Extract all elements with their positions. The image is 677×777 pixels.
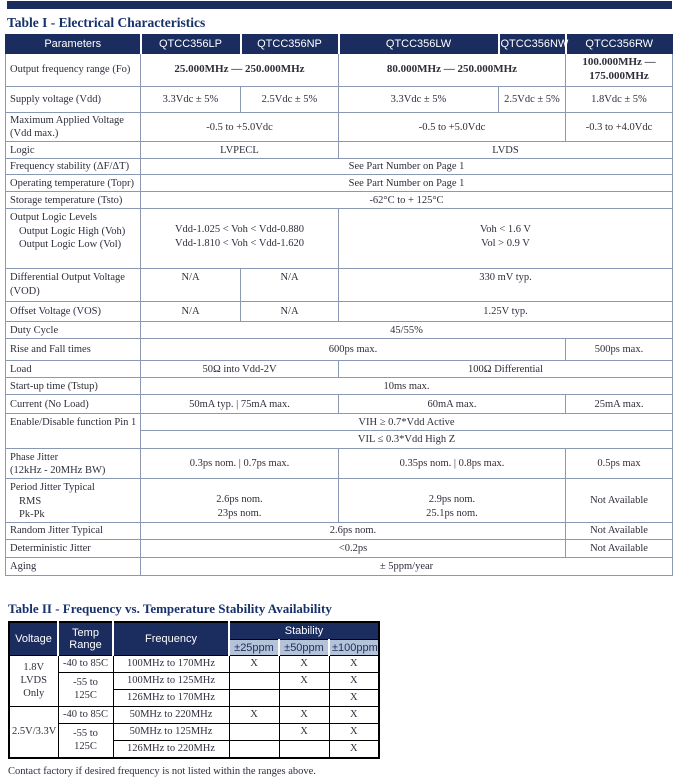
frequency-cell: 50MHz to 125MHz bbox=[113, 724, 229, 741]
stability-50ppm-cell: X bbox=[279, 707, 329, 724]
value-line: 2.9ps nom. bbox=[428, 494, 476, 506]
param-line: Period Jitter Typical bbox=[10, 482, 95, 494]
param-label: Supply voltage (Vdd) bbox=[6, 87, 141, 113]
value-cell: 0.5ps max bbox=[566, 449, 673, 479]
param-line: (12kHz - 20MHz BW) bbox=[10, 464, 106, 476]
stability-100ppm-cell: X bbox=[329, 690, 379, 707]
value-cell: 330 mV typ. bbox=[339, 269, 673, 302]
row-phase-jitter bbox=[6, 449, 673, 479]
value-cell bbox=[141, 479, 339, 522]
temp-cell: -40 to 85C bbox=[58, 656, 113, 673]
col-header-25ppm: ±25ppm bbox=[229, 640, 279, 656]
temp-cell: -55 to 125C bbox=[58, 673, 113, 707]
stability-100ppm-cell: X bbox=[329, 656, 379, 673]
param-label bbox=[6, 449, 141, 479]
row-offset-voltage bbox=[6, 302, 673, 322]
row-duty-cycle bbox=[6, 322, 673, 339]
value-cell: 25.000MHz — 250.000MHz bbox=[141, 54, 339, 87]
voltage-cell: 2.5V/3.3V bbox=[9, 707, 58, 758]
value-line: 2.6ps nom. bbox=[216, 494, 263, 506]
frequency-cell: 126MHz to 170MHz bbox=[113, 690, 229, 707]
value-cell: <0.2ps bbox=[141, 539, 566, 557]
table2-frequency-vs-temperature-stability bbox=[8, 621, 380, 759]
value-cell: -0.5 to +5.0Vdc bbox=[141, 113, 339, 142]
param-label: Deterministic Jitter bbox=[6, 539, 141, 557]
value-cell: 2.5Vdc ± 5% bbox=[241, 87, 339, 113]
value-cell: N/A bbox=[141, 269, 241, 302]
value-cell: 100Ω Differential bbox=[339, 361, 673, 378]
col-header-qtcc356nw: QTCC356NW bbox=[499, 35, 566, 54]
row-output-frequency-range bbox=[6, 54, 673, 87]
param-line: Output Logic High (Voh) bbox=[19, 225, 126, 237]
value-line: Voh < 1.6 V bbox=[479, 224, 532, 236]
param-line: Output Logic Low (Vol) bbox=[19, 238, 122, 250]
param-label: Offset Voltage (VOS) bbox=[6, 302, 141, 322]
param-label: Differential Output Voltage (VOD) bbox=[6, 269, 141, 302]
stability-50ppm-cell bbox=[279, 741, 329, 758]
value-cell: 500ps max. bbox=[566, 339, 673, 361]
row-output-logic-levels bbox=[6, 209, 673, 269]
row-logic bbox=[6, 142, 673, 159]
stability-50ppm-cell bbox=[279, 690, 329, 707]
row-rise-and-fall-times bbox=[6, 339, 673, 361]
stability-100ppm-cell: X bbox=[329, 741, 379, 758]
value-cell: Not Available bbox=[566, 539, 673, 557]
stability-25ppm-cell bbox=[229, 673, 279, 690]
page-top-rule bbox=[7, 1, 672, 9]
table1-title: Table I - Electrical Characteristics bbox=[7, 15, 206, 30]
stability-100ppm-cell: X bbox=[329, 724, 379, 741]
value-cell bbox=[339, 209, 673, 269]
value-cell bbox=[339, 479, 566, 522]
row-enable-disable-vih bbox=[6, 414, 673, 431]
table2-header-row-1 bbox=[9, 622, 379, 640]
value-cell: See Part Number on Page 1 bbox=[141, 175, 673, 192]
value-cell: VIH ≥ 0.7*Vdd Active bbox=[141, 414, 673, 431]
value-cell: 0.3ps nom. | 0.7ps max. bbox=[141, 449, 339, 479]
row-aging bbox=[6, 557, 673, 575]
table2-title: Table II - Frequency vs. Temperature Stability Availability bbox=[8, 600, 332, 616]
stability-25ppm-cell bbox=[229, 690, 279, 707]
value-cell: LVDS bbox=[339, 142, 673, 159]
param-label: Output frequency range (Fo) bbox=[6, 54, 141, 87]
value-cell: 0.35ps nom. | 0.8ps max. bbox=[339, 449, 566, 479]
param-line: Phase Jitter bbox=[10, 451, 59, 463]
param-label: Load bbox=[6, 361, 141, 378]
row-operating-temperature bbox=[6, 175, 673, 192]
table1-electrical-characteristics bbox=[5, 34, 673, 576]
value-cell bbox=[141, 209, 339, 269]
value-cell: 10ms max. bbox=[141, 378, 673, 395]
row-startup-time bbox=[6, 378, 673, 395]
value-cell: 25mA max. bbox=[566, 395, 673, 414]
stability-100ppm-cell: X bbox=[329, 707, 379, 724]
value-cell: 100.000MHz — 175.000MHz bbox=[566, 54, 673, 87]
value-cell: 60mA max. bbox=[339, 395, 566, 414]
value-line: 25.1ps nom. bbox=[426, 507, 478, 519]
table2-row bbox=[9, 656, 379, 673]
value-cell: -62°C to + 125°C bbox=[141, 192, 673, 209]
value-cell: 1.25V typ. bbox=[339, 302, 673, 322]
row-deterministic-jitter bbox=[6, 539, 673, 557]
param-label: Rise and Fall times bbox=[6, 339, 141, 361]
col-header-stability: Stability bbox=[229, 622, 379, 640]
value-cell: ± 5ppm/year bbox=[141, 557, 673, 575]
value-cell: 50mA typ. | 75mA max. bbox=[141, 395, 339, 414]
voltage-line: LVDS Only bbox=[20, 674, 47, 699]
col-header-voltage: Voltage bbox=[9, 622, 58, 656]
row-load bbox=[6, 361, 673, 378]
param-label: Random Jitter Typical bbox=[6, 522, 141, 539]
param-label: Duty Cycle bbox=[6, 322, 141, 339]
param-label: Enable/Disable function Pin 1 bbox=[6, 414, 141, 449]
value-cell: 2.6ps nom. bbox=[141, 522, 566, 539]
col-header-temp-range: Temp Range bbox=[58, 622, 113, 656]
param-line: RMS bbox=[19, 495, 42, 507]
col-header-parameters: Parameters bbox=[6, 35, 141, 54]
value-cell: -0.3 to +4.0Vdc bbox=[566, 113, 673, 142]
frequency-cell: 100MHz to 125MHz bbox=[113, 673, 229, 690]
value-line: Vdd-1.810 < Voh < Vdd-1.620 bbox=[174, 237, 305, 249]
value-cell: VIL ≤ 0.3*Vdd High Z bbox=[141, 431, 673, 449]
stability-25ppm-cell: X bbox=[229, 656, 279, 673]
frequency-cell: 126MHz to 220MHz bbox=[113, 741, 229, 758]
col-header-100ppm: ±100ppm bbox=[329, 640, 379, 656]
param-label bbox=[6, 479, 141, 522]
param-label bbox=[6, 209, 141, 269]
value-line: 23ps nom. bbox=[217, 507, 262, 519]
row-supply-voltage bbox=[6, 87, 673, 113]
value-cell: N/A bbox=[241, 302, 339, 322]
voltage-line: 1.8V bbox=[23, 662, 45, 674]
table2-row bbox=[9, 707, 379, 724]
value-cell: 50Ω into Vdd-2V bbox=[141, 361, 339, 378]
stability-25ppm-cell bbox=[229, 724, 279, 741]
param-label: Current (No Load) bbox=[6, 395, 141, 414]
stability-50ppm-cell: X bbox=[279, 656, 329, 673]
row-maximum-applied-voltage bbox=[6, 113, 673, 142]
stability-25ppm-cell: X bbox=[229, 707, 279, 724]
param-line: Output Logic Levels bbox=[10, 212, 97, 224]
param-label: Logic bbox=[6, 142, 141, 159]
table2-footnote: Contact factory if desired frequency is not listed within the ranges above. bbox=[8, 765, 316, 777]
value-cell: See Part Number on Page 1 bbox=[141, 159, 673, 175]
col-header-qtcc356lp: QTCC356LP bbox=[141, 35, 241, 54]
col-header-frequency: Frequency bbox=[113, 622, 229, 656]
temp-cell: -55 to 125C bbox=[58, 724, 113, 758]
row-storage-temperature bbox=[6, 192, 673, 209]
col-header-qtcc356np: QTCC356NP bbox=[241, 35, 339, 54]
row-frequency-stability bbox=[6, 159, 673, 175]
col-header-qtcc356rw: QTCC356RW bbox=[566, 35, 673, 54]
value-line: Vdd-1.025 < Voh < Vdd-0.880 bbox=[174, 224, 305, 236]
table2-row bbox=[9, 673, 379, 690]
param-line: Pk-Pk bbox=[19, 508, 45, 520]
frequency-cell: 100MHz to 170MHz bbox=[113, 656, 229, 673]
row-period-jitter bbox=[6, 479, 673, 522]
param-label: Frequency stability (ΔF/ΔT) bbox=[6, 159, 141, 175]
value-cell: -0.5 to +5.0Vdc bbox=[339, 113, 566, 142]
param-label: Start-up time (Tstup) bbox=[6, 378, 141, 395]
value-cell: 80.000MHz — 250.000MHz bbox=[339, 54, 566, 87]
table1-header-row bbox=[6, 35, 673, 54]
row-current-no-load bbox=[6, 395, 673, 414]
value-cell: 600ps max. bbox=[141, 339, 566, 361]
stability-50ppm-cell: X bbox=[279, 673, 329, 690]
value-cell: 3.3Vdc ± 5% bbox=[141, 87, 241, 113]
value-cell: 45/55% bbox=[141, 322, 673, 339]
value-cell: N/A bbox=[141, 302, 241, 322]
param-label: Storage temperature (Tsto) bbox=[6, 192, 141, 209]
param-label: Operating temperature (Topr) bbox=[6, 175, 141, 192]
row-random-jitter bbox=[6, 522, 673, 539]
col-header-qtcc356lw: QTCC356LW bbox=[339, 35, 499, 54]
table2-row bbox=[9, 724, 379, 741]
value-cell: 3.3Vdc ± 5% bbox=[339, 87, 499, 113]
stability-50ppm-cell: X bbox=[279, 724, 329, 741]
value-cell: 1.8Vdc ± 5% bbox=[566, 87, 673, 113]
temp-cell: -40 to 85C bbox=[58, 707, 113, 724]
frequency-cell: 50MHz to 220MHz bbox=[113, 707, 229, 724]
value-cell: Not Available bbox=[566, 522, 673, 539]
value-cell: 2.5Vdc ± 5% bbox=[499, 87, 566, 113]
param-label: Maximum Applied Voltage (Vdd max.) bbox=[6, 113, 141, 142]
value-cell: LVPECL bbox=[141, 142, 339, 159]
stability-100ppm-cell: X bbox=[329, 673, 379, 690]
voltage-cell bbox=[9, 656, 58, 707]
col-header-50ppm: ±50ppm bbox=[279, 640, 329, 656]
row-differential-output-voltage bbox=[6, 269, 673, 302]
stability-25ppm-cell bbox=[229, 741, 279, 758]
value-cell: Not Available bbox=[566, 479, 673, 522]
value-line: Vol > 0.9 V bbox=[481, 237, 530, 249]
param-label: Aging bbox=[6, 557, 141, 575]
value-cell: N/A bbox=[241, 269, 339, 302]
